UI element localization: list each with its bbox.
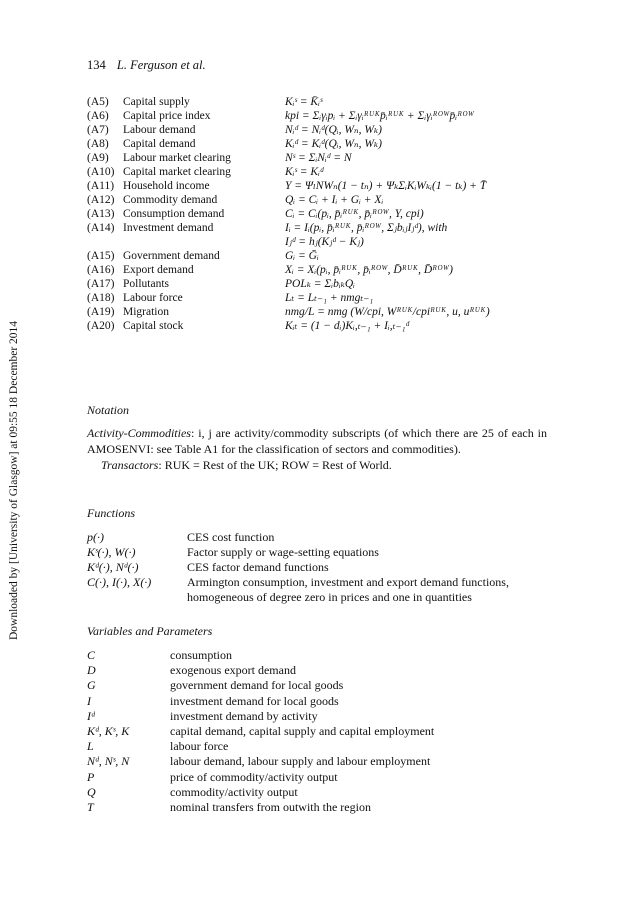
equation-row <box>87 95 547 109</box>
equation-row <box>87 221 547 235</box>
equation-label: Capital stock <box>123 320 184 332</box>
variable-symbol: G <box>87 678 96 693</box>
equation-row <box>87 165 547 179</box>
equation-row <box>87 235 547 249</box>
variable-symbol: I <box>87 693 91 708</box>
equation-formula: Nˢ = ΣᵢNᵢᵈ = N <box>285 152 352 164</box>
variable-row <box>87 724 547 739</box>
activity-term: Activity-Commodities <box>87 426 191 440</box>
equation-row <box>87 179 547 193</box>
running-authors: L. Ferguson et al. <box>116 58 206 72</box>
variable-description: labour force <box>170 739 229 754</box>
equation-label: Migration <box>123 306 169 318</box>
equation-formula: nmg/L = nmg (W/cpi, Wᴿᵁᴷ/cpiᴿᵁᴷ, u, uᴿᵁᴷ) <box>285 306 490 318</box>
equation-number: (A13) <box>87 208 115 220</box>
equation-label: Labour force <box>123 292 183 304</box>
function-row <box>87 560 547 575</box>
function-symbol: C(·), I(·), X(·) <box>87 575 152 589</box>
equation-number: (A14) <box>87 222 115 234</box>
function-description: CES factor demand functions <box>187 560 329 574</box>
activity-paragraph <box>87 425 547 457</box>
equation-number: (A18) <box>87 292 115 304</box>
equation-label: Labour market clearing <box>123 152 231 164</box>
equation-label: Commodity demand <box>123 194 218 206</box>
equation-formula: Kᵢᵈ = Kᵢᵈ(Qᵢ, Wₙ, Wₖ) <box>285 138 382 150</box>
equation-label: Investment demand <box>123 222 214 234</box>
equation-formula: Xᵢ = Xᵢ(pᵢ, p̄ᵢᴿᵁᴷ, p̄ᵢᴿᴼᵂ, D̄ᴿᵁᴷ, D̄ᴿᴼᵂ) <box>285 264 453 276</box>
transactors-text: : RUK = Rest of the UK; ROW = Rest of World. <box>158 458 392 472</box>
functions-title: Functions <box>87 506 135 520</box>
variable-symbol: Kᵈ, Kˢ, K <box>87 724 130 739</box>
variable-description: price of commodity/activity output <box>170 769 338 784</box>
equation-list <box>87 95 547 333</box>
equation-number: (A20) <box>87 320 115 332</box>
equation-label: Capital price index <box>123 110 211 122</box>
function-description: Factor supply or wage-setting equations <box>187 545 379 559</box>
equation-row <box>87 319 547 333</box>
variables-section <box>87 624 547 815</box>
equation-row <box>87 123 547 137</box>
equation-row <box>87 193 547 207</box>
equation-formula: Gᵢ = Ḡᵢ <box>285 250 319 262</box>
variable-row <box>87 754 547 769</box>
equation-formula: POLₖ = ΣᵢbᵢₖQᵢ <box>285 278 355 290</box>
variable-symbol: Nᵈ, Nˢ, N <box>87 754 130 769</box>
variable-symbol: Iᵈ <box>87 708 95 723</box>
equation-label: Capital supply <box>123 96 190 108</box>
notation-title: Notation <box>87 403 130 417</box>
equation-row <box>87 291 547 305</box>
equation-formula: Kᵢₜ = (1 − dᵢ)Kᵢ,ₜ₋₁ + Iᵢ,ₜ₋₁ᵈ <box>285 320 410 332</box>
equation-formula: Cᵢ = Cᵢ(pᵢ, p̄ᵢᴿᵁᴷ, p̄ᵢᴿᴼᵂ, Y, cpi) <box>285 208 424 220</box>
variable-row <box>87 694 547 709</box>
equation-number: (A17) <box>87 278 115 290</box>
variable-row <box>87 663 547 678</box>
notation-section <box>87 402 547 473</box>
variable-description: capital demand, capital supply and capital employment <box>170 724 435 739</box>
equation-number: (A12) <box>87 194 115 206</box>
variables-title: Variables and Parameters <box>87 624 213 638</box>
variable-row <box>87 709 547 724</box>
equation-label: Capital demand <box>123 138 196 150</box>
equation-label: Export demand <box>123 264 194 276</box>
equation-label: Pollutants <box>123 278 170 290</box>
equation-row <box>87 263 547 277</box>
equation-formula: Iⱼᵈ = hⱼ(Kⱼᵈ − Kⱼ) <box>285 236 364 248</box>
variable-description: commodity/activity output <box>170 784 298 799</box>
equation-number: (A5) <box>87 96 109 108</box>
page-number: 134 <box>87 58 106 72</box>
equation-number: (A19) <box>87 306 115 318</box>
variable-symbol: C <box>87 648 96 662</box>
variable-description: labour demand, labour supply and labour employment <box>170 754 431 769</box>
variable-row <box>87 739 547 754</box>
variable-symbol: T <box>87 800 94 815</box>
variable-row <box>87 770 547 785</box>
equation-row <box>87 277 547 291</box>
equation-number: (A7) <box>87 124 109 136</box>
transactors-paragraph <box>87 457 547 473</box>
equation-formula: Y = ΨₗNWₙ(1 − tₙ) + ΨₖΣᵢKᵢWₖᵢ(1 − tₖ) + T̄ <box>285 180 487 192</box>
variable-description: government demand for local goods <box>170 678 344 693</box>
equation-row <box>87 207 547 221</box>
variable-symbol: D <box>87 663 96 678</box>
download-watermark: Downloaded by [University of Glasgow] at 09:55 18 December 2014 <box>8 320 20 640</box>
equation-number: (A15) <box>87 250 115 262</box>
variable-symbol: L <box>87 739 94 754</box>
equation-label: Capital market clearing <box>123 166 231 178</box>
variable-description: exogenous export demand <box>170 663 296 678</box>
equation-row <box>87 249 547 263</box>
equation-row <box>87 137 547 151</box>
equation-number: (A9) <box>87 152 109 164</box>
transactors-term: Transactors <box>101 458 159 472</box>
activity-text: : i, j are activity/commodity subscripts (of which there are 25 of each in AMOSENVI: see Table A1 for the classification of sectors and commodities). <box>87 426 547 456</box>
page-header <box>87 58 206 73</box>
equation-formula: Lₜ = Lₜ₋₁ + nmgₜ₋₁ <box>285 292 374 304</box>
function-row <box>87 575 547 605</box>
function-symbol: p(·) <box>87 530 104 544</box>
variable-description: investment demand for local goods <box>170 693 339 708</box>
equation-formula: Kᵢˢ = Kᵢᵈ <box>285 166 324 178</box>
equation-label: Labour demand <box>123 124 196 136</box>
equation-number: (A6) <box>87 110 109 122</box>
equation-number: (A8) <box>87 138 109 150</box>
variable-row <box>87 800 547 815</box>
functions-section <box>87 506 547 605</box>
function-description: CES cost function <box>187 530 275 544</box>
variable-description: consumption <box>170 648 232 662</box>
equation-formula: Kᵢˢ = K̄ᵢˢ <box>285 96 323 108</box>
equation-formula: Nᵢᵈ = Nᵢᵈ(Qᵢ, Wₙ, Wₖ) <box>285 124 382 136</box>
variable-row <box>87 648 547 663</box>
equation-label: Government demand <box>123 250 220 262</box>
variable-symbol: P <box>87 769 95 784</box>
equation-number: (A11) <box>87 180 115 192</box>
function-symbol: Kᵈ(·), Nᵈ(·) <box>87 560 139 574</box>
equation-label: Household income <box>123 180 210 192</box>
equation-formula: Iᵢ = Iᵢ(pᵢ, p̄ᵢᴿᵁᴷ, p̄ᵢᴿᴼᵂ, ΣⱼbᵢⱼIⱼᵈ), with <box>285 222 448 234</box>
variable-row <box>87 678 547 693</box>
variable-row <box>87 785 547 800</box>
equation-formula: Qᵢ = Cᵢ + Iᵢ + Gᵢ + Xᵢ <box>285 194 384 206</box>
function-row <box>87 530 547 545</box>
variable-description: nominal transfers from outwith the region <box>170 800 371 815</box>
function-row <box>87 545 547 560</box>
equation-row <box>87 151 547 165</box>
variable-symbol: Q <box>87 784 96 799</box>
equation-label: Consumption demand <box>123 208 225 220</box>
equation-row <box>87 109 547 123</box>
equation-row <box>87 305 547 319</box>
equation-number: (A16) <box>87 264 115 276</box>
variable-description: investment demand by activity <box>170 708 318 723</box>
equation-formula: kpi = Σᵢγᵢpᵢ + Σᵢγᵢᴿᵁᴷp̄ᵢᴿᵁᴷ + Σᵢγᵢᴿᴼᵂp̄ᵢᴿᴼᵂ <box>285 110 475 122</box>
function-description: Armington consumption, investment and export demand functions, homogeneous of degree zero in prices and one in quantities <box>187 575 509 604</box>
function-symbol: Kˢ(·), W(·) <box>87 545 136 559</box>
equation-number: (A10) <box>87 166 115 178</box>
